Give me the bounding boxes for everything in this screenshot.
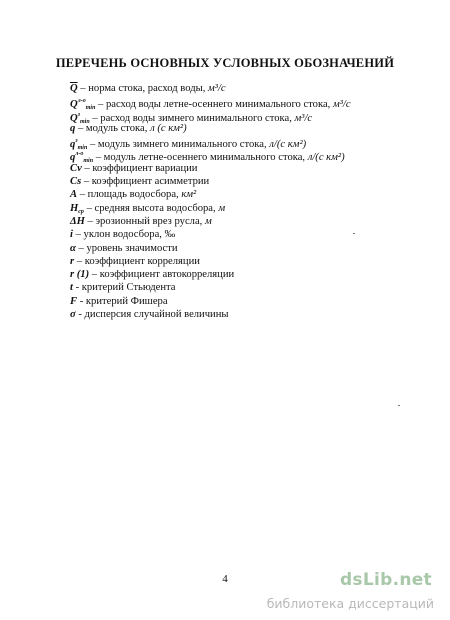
page-number: 4: [222, 573, 228, 585]
notation-unit: км²: [181, 189, 197, 201]
notation-symbol: α: [70, 242, 76, 254]
notation-description: – модуль стока,: [75, 122, 151, 134]
notation-unit: л/(с км²): [269, 139, 307, 151]
notation-row: [70, 228, 430, 241]
watermark-subtitle: библиотека диссертаций: [266, 596, 434, 611]
notation-description: - критерий Фишера: [77, 295, 168, 307]
notation-unit: л/(с км²): [307, 152, 345, 164]
notation-symbol: t: [70, 282, 73, 294]
notation-symbol: A: [70, 189, 78, 201]
notation-description: - дисперсия случайной величины: [75, 309, 229, 321]
notation-unit: м³/с: [294, 112, 313, 124]
notation-unit: м: [218, 202, 226, 214]
notation-row: [70, 242, 430, 255]
notation-description: – средняя высота водосбора,: [83, 202, 219, 214]
notation-row: [70, 202, 430, 215]
notation-row: [70, 148, 430, 165]
notation-symbol: $q^з_{min}$: [70, 138, 88, 152]
notation-list: [70, 82, 430, 321]
notation-description: – коэффициент автокорреляции: [89, 269, 235, 281]
notation-symbol: Cv: [70, 162, 82, 174]
notation-unit: м³/с: [332, 99, 351, 111]
notation-row: [70, 295, 430, 308]
notation-description: – уровень значимости: [75, 242, 178, 254]
watermark-logo: dsLib.net: [339, 570, 432, 590]
notation-symbol: ΔH: [70, 215, 85, 227]
notation-description: – коэффициент асимметрии: [81, 176, 210, 188]
notation-row: [70, 215, 430, 228]
notation-unit: м³/с: [208, 83, 226, 94]
notation-symbol: $H_{ср}$: [70, 202, 84, 215]
notation-row: [70, 135, 430, 152]
notation-description: – расход воды летне-осеннего минимального стока,: [95, 99, 333, 111]
notation-description: – эрозионный врез русла,: [84, 215, 205, 227]
notation-description: – коэффициент вариации: [81, 162, 198, 174]
notation-symbol: $Q^{л-о}_{min}$: [70, 98, 96, 112]
scan-speck: [398, 405, 400, 406]
notation-unit: л (с км²): [150, 122, 187, 134]
notation-row: [70, 82, 430, 95]
notation-unit: м: [204, 215, 212, 227]
notation-row: [70, 175, 430, 188]
page-title: ПЕРЕЧЕНЬ ОСНОВНЫХ УСЛОВНЫХ ОБОЗНАЧЕНИЙ: [55, 56, 395, 70]
notation-symbol: i: [70, 229, 73, 241]
notation-symbol: $\overline{Q}$: [70, 83, 78, 94]
notation-description: – площадь водосбора,: [77, 189, 182, 201]
notation-row: [70, 109, 430, 125]
notation-row: [70, 95, 430, 112]
notation-symbol: $q^{л-о}_{min}$: [70, 151, 94, 165]
notation-symbol: r: [70, 255, 75, 267]
notation-symbol: r (1): [70, 269, 90, 281]
notation-symbol: F: [70, 295, 78, 307]
notation-symbol: q: [70, 122, 76, 134]
notation-description: – уклон водосбора, ‰: [72, 229, 176, 241]
notation-symbol: σ: [70, 309, 76, 321]
notation-row: [70, 268, 430, 281]
notation-description: – норма стока, расход воды,: [77, 83, 209, 94]
notation-row: [70, 188, 430, 201]
notation-row: [70, 255, 430, 268]
notation-row: [70, 162, 430, 175]
notation-description: – модуль зимнего минимального стока,: [87, 139, 270, 151]
scan-speck: [353, 233, 355, 234]
notation-description: – коэффициент корреляции: [74, 255, 200, 267]
notation-description: – модуль летне-осеннего минимального стока,: [93, 152, 308, 164]
notation-description: – расход воды зимнего минимального стока,: [89, 112, 295, 124]
notation-row: [70, 281, 430, 294]
notation-symbol: Cs: [70, 176, 82, 188]
notation-symbol: $Q^з_{min}$: [70, 111, 90, 125]
notation-description: - критерий Стьюдента: [72, 282, 176, 294]
notation-row: [70, 308, 430, 321]
